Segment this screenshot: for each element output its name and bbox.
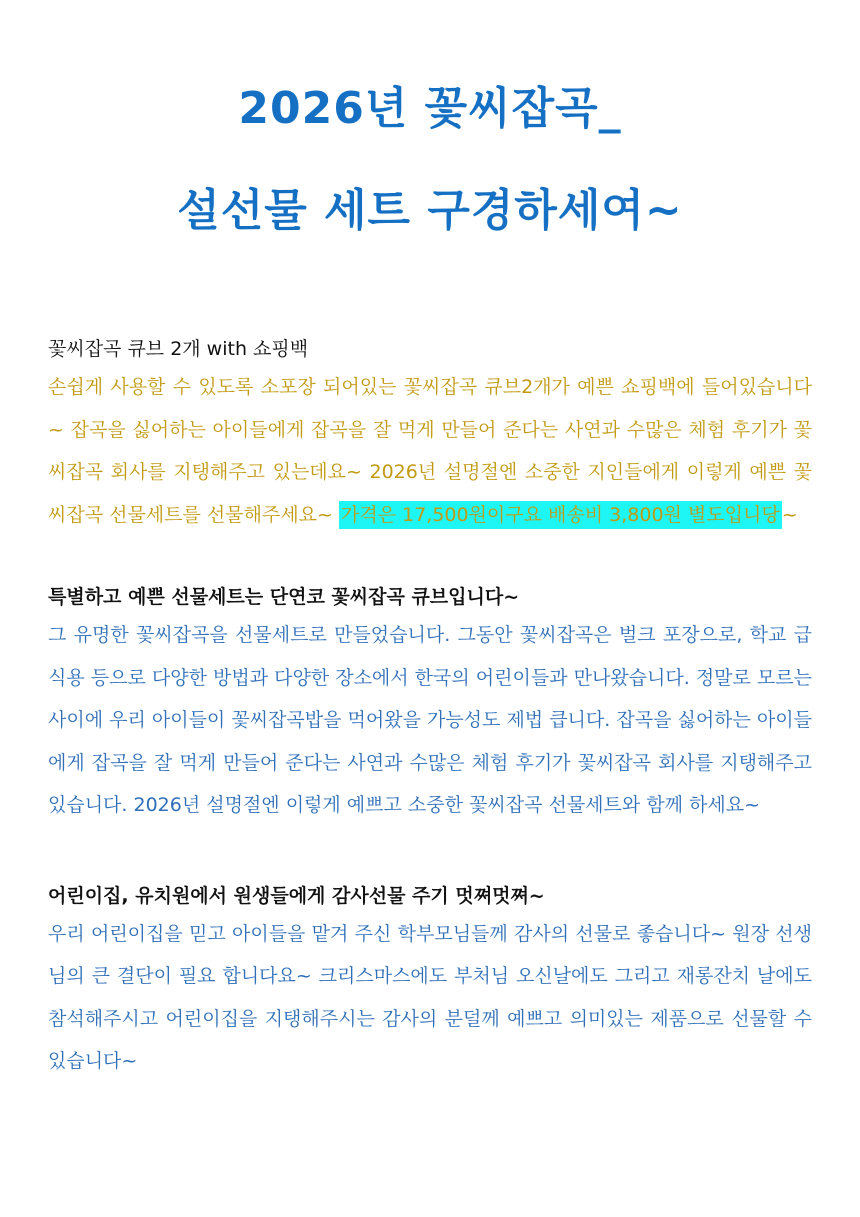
title-line-2: 설선물 세트 구경하세여~: [177, 185, 683, 236]
title-line-1: 2026년 꽃씨잡곡_: [238, 83, 622, 134]
section-heading: 꽃씨잡곡 큐브 2개 with 쇼핑백: [48, 338, 309, 360]
body-tail: ~: [781, 503, 798, 526]
body-text: 손쉽게 사용할 수 있도록 소포장 되어있는 꽃씨잡곡 큐브2개가 예쁜 쇼핑백에 들어있습니다~ 잡곡을 싫어하는 아이들에게 잡곡을 잘 먹게 만들어 준다는 사연과 수많은 체험 후기가 꽃씨잡곡 회사를 지탱해주고 있는데요~ 2026년 설명절엔 소중한 지인들에게 이렇게 예쁜 꽃씨잡곡 선물세트를 선물해주세요~: [48, 376, 812, 526]
section-body: 그 유명한 꽃씨잡곡을 선물세트로 만들었습니다. 그동안 꽃씨잡곡은 벌크 포장으로, 학교 급식용 등으로 다양한 방법과 다양한 장소에서 한국의 어린이들과 만나왔습니다. 정말로 모르는 사이에 우리 아이들이 꽃씨잡곡밥을 먹어왔을 가능성도 제법 큽니다. 잡곡을 싫어하는 아이들에게 잡곡을 잘 먹게 만들어 준다는 사연과 수많은 체험 후기가 꽃씨잡곡 회사를 지탱해주고 있습니다. 2026년 설명절엔 이렇게 예쁘고 소중한 꽃씨잡곡 선물세트와 함께 하세요~: [48, 624, 812, 816]
section-body: 우리 어린이집을 믿고 아이들을 맡겨 주신 학부모님들께 감사의 선물로 좋습니다~ 원장 선생님의 큰 결단이 필요 합니다요~ 크리스마스에도 부처님 오신날에도 그리고 재롱잔치 날에도 참석해주시고 어린이집을 지탱해주시는 감사의 분덜께 예쁘고 의미있는 제품으로 선물할 수 있습니다~: [48, 922, 812, 1072]
price-highlight: 가격은 17,500원이구요 배송비 3,800원 별도입니당: [339, 501, 782, 529]
section-cube-with-bag: [48, 332, 812, 536]
section-body: [48, 366, 812, 536]
section-heading: 특별하고 예쁜 선물세트는 단연코 꽃씨잡곡 큐브입니다~: [48, 586, 520, 608]
document-title: [48, 58, 812, 262]
section-daycare-gift: [48, 879, 812, 1083]
section-special-gift-set: [48, 580, 812, 827]
section-heading: 어린이집, 유치원에서 원생들에게 감사선물 주기 멋쪄멋쪄~: [48, 884, 545, 907]
